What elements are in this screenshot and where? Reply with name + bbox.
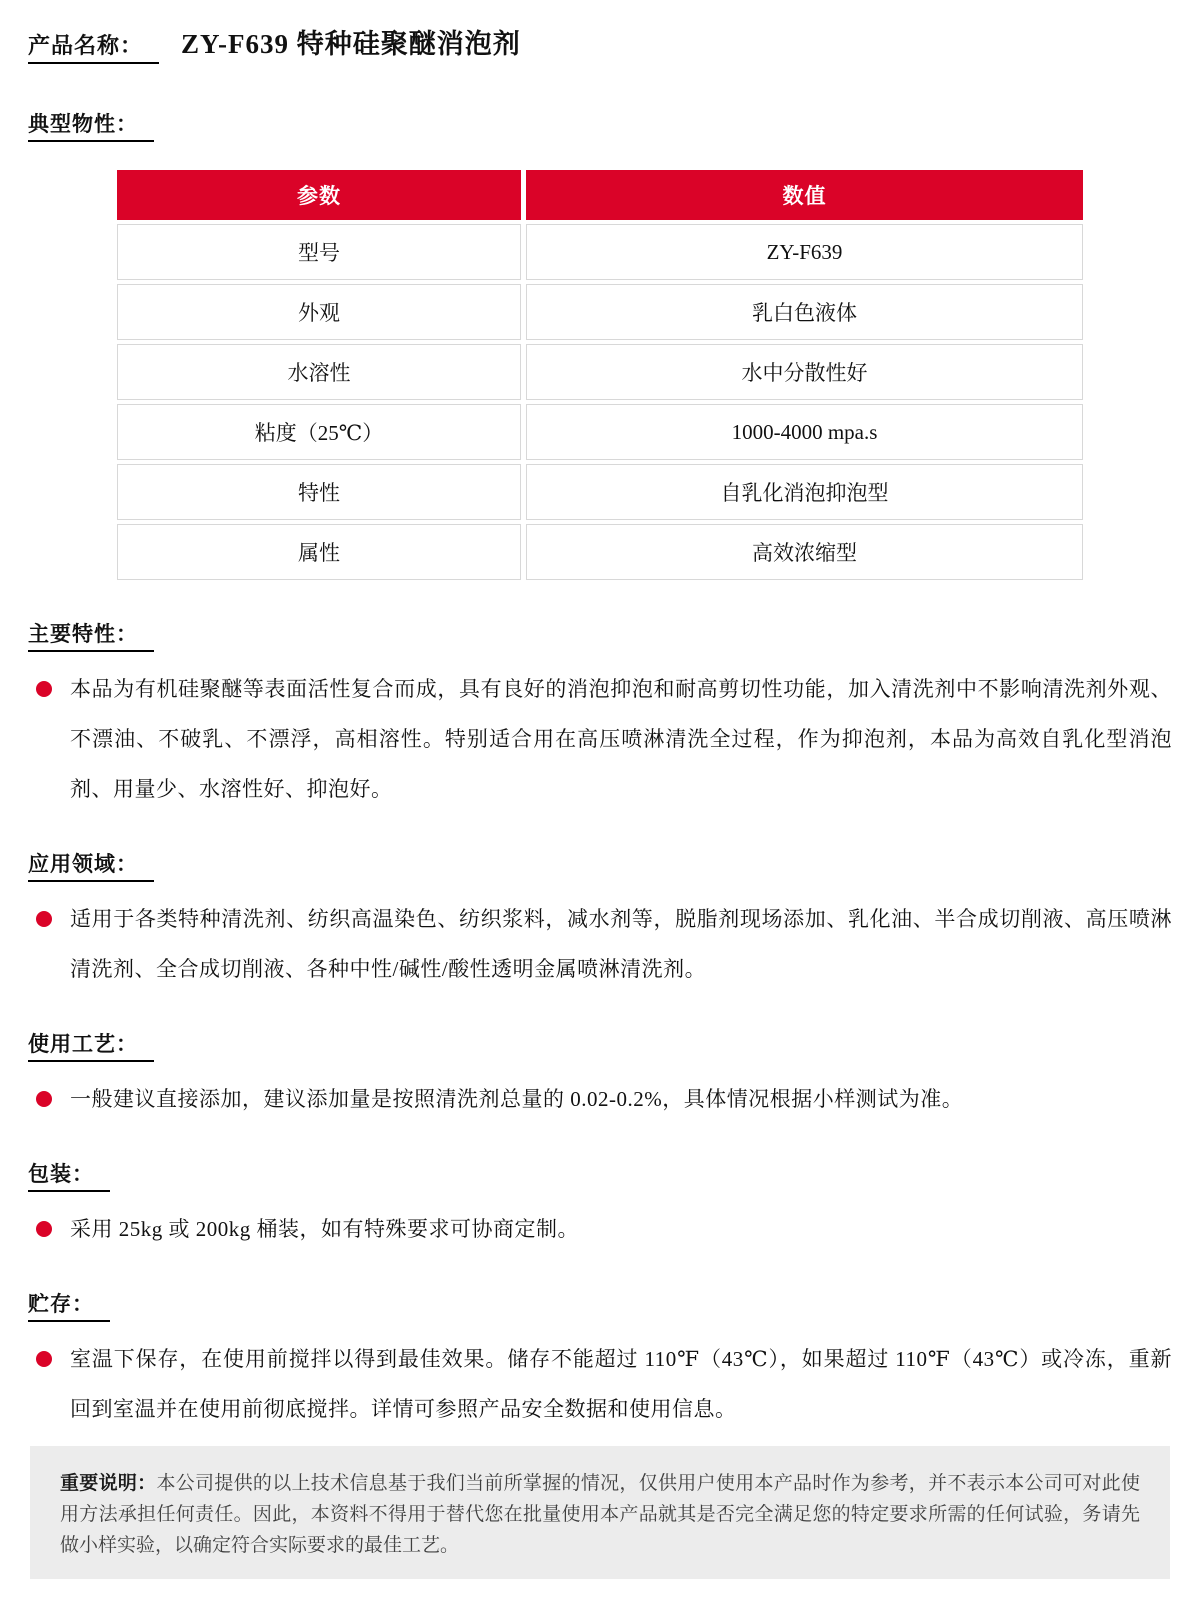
section-usage-process	[28, 1028, 1172, 1062]
usage-process-text: 一般建议直接添加，建议添加量是按照清洗剂总量的 0.02-0.2%，具体情况根据小样测试为准。	[70, 1087, 964, 1111]
section-heading-typical-properties: 典型物性：	[28, 108, 154, 142]
list-item	[28, 664, 1172, 814]
section-typical-properties	[28, 108, 1172, 142]
table-cell-value: 高效浓缩型	[526, 524, 1083, 580]
section-heading-main-features: 主要特性：	[28, 618, 154, 652]
list-item	[28, 894, 1172, 994]
product-name-label: 产品名称：	[28, 29, 159, 64]
properties-table	[112, 166, 1088, 584]
table-row	[117, 284, 1083, 340]
table-row	[117, 344, 1083, 400]
table-cell-parameter: 特性	[117, 464, 521, 520]
table-cell-parameter: 水溶性	[117, 344, 521, 400]
main-features-text: 本品为有机硅聚醚等表面活性复合而成，具有良好的消泡抑泡和耐高剪切性功能，加入清洗剂中不影响清洗剂外观、不漂油、不破乳、不漂浮，高相溶性。特别适合用在高压喷淋清洗全过程，作为抑泡剂，本品为高效自乳化型消泡剂、用量少、水溶性好、抑泡好。	[70, 677, 1172, 801]
storage-text: 室温下保存，在使用前搅拌以得到最佳效果。储存不能超过 110℉（43℃），如果超过 110℉（43℃）或冷冻，重新回到室温并在使用前彻底搅拌。详情可参照产品安全数据和使用信息。	[70, 1347, 1172, 1421]
product-name: ZY-F639 特种硅聚醚消泡剂	[181, 29, 521, 59]
bullet-icon	[36, 1351, 52, 1367]
table-row	[117, 224, 1083, 280]
section-storage	[28, 1288, 1172, 1322]
table-row	[117, 464, 1083, 520]
bullet-icon	[36, 681, 52, 697]
table-row	[117, 404, 1083, 460]
list-item	[28, 1334, 1172, 1434]
table-cell-value: ZY-F639	[526, 224, 1083, 280]
section-main-features	[28, 618, 1172, 652]
bullet-icon	[36, 1221, 52, 1237]
applications-text: 适用于各类特种清洗剂、纺织高温染色、纺织浆料，减水剂等，脱脂剂现场添加、乳化油、半合成切削液、高压喷淋清洗剂、全合成切削液、各种中性/碱性/酸性透明金属喷淋清洗剂。	[70, 907, 1172, 981]
bullet-icon	[36, 1091, 52, 1107]
packaging-text: 采用 25kg 或 200kg 桶装，如有特殊要求可协商定制。	[70, 1217, 579, 1241]
product-title-row	[28, 22, 1172, 64]
bullet-icon	[36, 911, 52, 927]
section-heading-usage-process: 使用工艺：	[28, 1028, 154, 1062]
table-cell-parameter: 属性	[117, 524, 521, 580]
disclaimer-label: 重要说明：	[60, 1473, 157, 1494]
section-heading-applications: 应用领域：	[28, 848, 154, 882]
section-packaging	[28, 1158, 1172, 1192]
section-heading-packaging: 包装：	[28, 1158, 110, 1192]
table-cell-value: 自乳化消泡抑泡型	[526, 464, 1083, 520]
table-row	[117, 524, 1083, 580]
table-cell-value: 水中分散性好	[526, 344, 1083, 400]
section-heading-storage: 贮存：	[28, 1288, 110, 1322]
table-cell-value: 1000-4000 mpa.s	[526, 404, 1083, 460]
table-cell-value: 乳白色液体	[526, 284, 1083, 340]
section-applications	[28, 848, 1172, 882]
list-item	[28, 1074, 1172, 1124]
table-cell-parameter: 外观	[117, 284, 521, 340]
table-header-row	[117, 170, 1083, 220]
table-cell-parameter: 粘度（25℃）	[117, 404, 521, 460]
disclaimer-box	[30, 1446, 1170, 1579]
table-header-value: 数值	[526, 170, 1083, 220]
list-item	[28, 1204, 1172, 1254]
table-cell-parameter: 型号	[117, 224, 521, 280]
table-header-parameter: 参数	[117, 170, 521, 220]
disclaimer-text: 本公司提供的以上技术信息基于我们当前所掌握的情况，仅供用户使用本产品时作为参考，并不表示本公司可对此使用方法承担任何责任。因此，本资料不得用于替代您在批量使用本产品就其是否完全满足您的特定要求所需的任何试验，务请先做小样实验，以确定符合实际要求的最佳工艺。	[60, 1473, 1140, 1556]
